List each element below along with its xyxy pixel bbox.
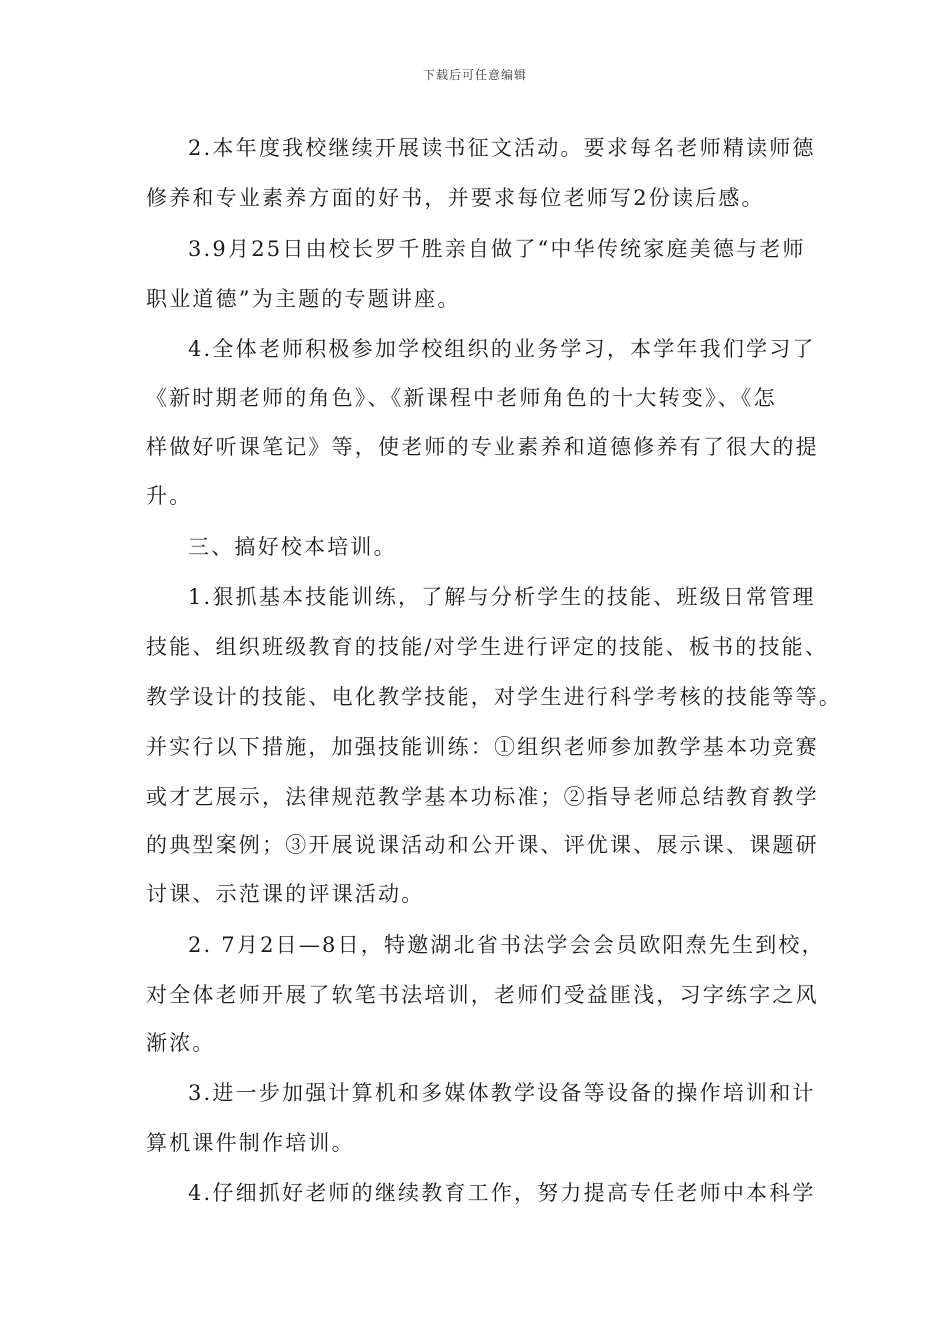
header-note: 下载后可任意编辑 <box>422 68 527 82</box>
paragraph-line: 样做好听课笔记》等，使老师的专业素养和道德修养有了很大的提 <box>146 435 819 459</box>
paragraph-line: 《新时期老师的角色》、《新课程中老师角色的十大转变》、《怎 <box>146 386 777 410</box>
paragraph-line: 算机课件制作培训。 <box>146 1131 355 1155</box>
paragraph-line: 教学设计的技能、电化教学技能，对学生进行科学考核的技能等等。 <box>146 685 842 709</box>
paragraph-line: 技能、组织班级教育的技能/对学生进行评定的技能、板书的技能、 <box>146 635 829 659</box>
paragraph-line: 2. 7月2日—8日，特邀湖北省书法学会会员欧阳焘先生到校， <box>188 933 825 957</box>
paragraph-line: 职业道德”为主题的专题讲座。 <box>146 287 461 311</box>
paragraph-line: 对全体老师开展了软笔书法培训，老师们受益匪浅，习字练字之风 <box>146 983 819 1007</box>
paragraph-line: 修养和专业素养方面的好书，并要求每位老师写2份读后感。 <box>146 186 765 210</box>
paragraph-line: 1.狠抓基本技能训练，了解与分析学生的技能、班级日常管理 <box>188 585 816 609</box>
paragraph-line: 或才艺展示，法律规范教学基本功标准；②指导老师总结教育教学 <box>146 785 819 809</box>
paragraph-line: 讨课、示范课的评课活动。 <box>146 882 425 906</box>
paragraph-line: 渐浓。 <box>146 1031 216 1055</box>
paragraph-line: 2.本年度我校继续开展读书征文活动。要求每名老师精读师德 <box>188 136 816 160</box>
section-heading: 三、搞好校本培训。 <box>188 535 397 559</box>
paragraph-line: 4.仔细抓好老师的继续教育工作，努力提高专任老师中本科学 <box>188 1181 816 1205</box>
paragraph-line: 并实行以下措施，加强技能训练：①组织老师参加教学基本功竞赛 <box>146 735 819 759</box>
paragraph-line: 升。 <box>146 484 193 508</box>
paragraph-line: 3.9月25日由校长罗千胜亲自做了“中华传统家庭美德与老师 <box>188 237 806 261</box>
paragraph-line: 4.全体老师积极参加学校组织的业务学习，本学年我们学习了 <box>188 337 816 361</box>
paragraph-line: 3.进一步加强计算机和多媒体教学设备等设备的操作培训和计 <box>188 1081 816 1105</box>
paragraph-line: 的典型案例；③开展说课活动和公开课、评优课、展示课、课题研 <box>146 833 819 857</box>
